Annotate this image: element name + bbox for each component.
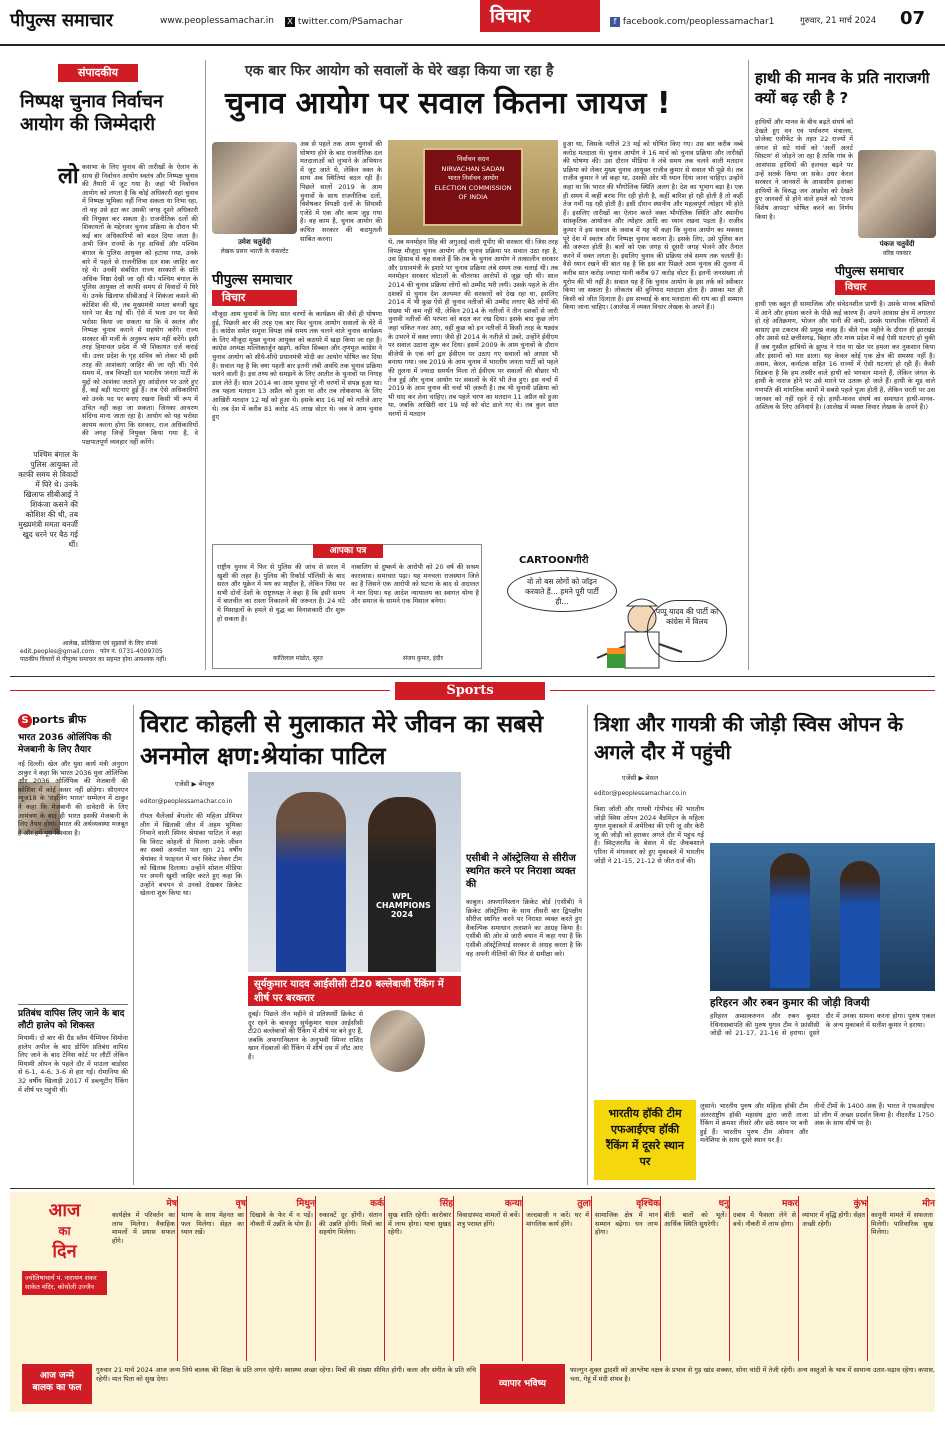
facebook-link[interactable]: f facebook.com/peoplessamachar1: [610, 17, 774, 27]
suryakumar-photo: [370, 1010, 425, 1072]
business-label: व्यापार भविष्य: [480, 1364, 565, 1404]
sky-headline: सूर्यकुमार यादव आईसीसी टी20 बल्लेबाजी रैंकिंग में शीर्ष पर बरकरार: [248, 976, 461, 1006]
player-gayatri-figure: [840, 861, 880, 988]
zodiac-aquarius: कुंभ व्यापार में वृद्धि होगी। सेहत अच्छी रहेगी।: [800, 1196, 868, 1361]
section-label: विचार: [480, 0, 600, 32]
sports-banner: Sports: [395, 682, 545, 700]
kohli-email[interactable]: editor@peoplessamachar.co.in: [140, 798, 233, 805]
letter-1: राष्ट्रीय चुनाव में फिर से पुलिस की जांच से सरल में खुशी की लहर है। पुलिस की रिकॉर्ड पॉलिसी के बाद सरल और यूक्रेन में भय का माहौल है, लेकिन जिस पर सभी दोनों देशों के राष्ट्राध्यक्ष ने कहा है कि इसी समय में बातचीत का रास्ता निकालने की जरूरत है। 24 घंटे में मिसाइलों के हमले से युद्ध का विनाशकारी दौर शुरू हो सकता है।: [217, 563, 345, 623]
zodiac-capricorn: मकर दबाव में फैसला लेने से बचें। नौकरी में लाभ होगा।: [731, 1196, 799, 1361]
business-text: फाल्गुन शुक्ल द्वादशी को आश्लेषा नक्षत्र के प्रभाव से गुड़ खांड शक्कर, सोना चांदी में तेजी रहेगी। अन्य वस्तुओं के भाव में सामान्य उतार-चढ़ाव रहेगा। कपास, चना, गेहूं में मंदी संभव है।: [570, 1366, 935, 1383]
kohli-shreyanka-photo: [248, 772, 461, 972]
letter-2-sign: संजय कुमार, इंदौर: [403, 655, 444, 662]
editorial-pull-quote: पश्चिम बंगाल के पुलिस आयुक्त तो काफी समय से विवादों में घिरे थे। उनके खिलाफ सीबीआई ने शिकंजा कसने की कोशिश की थी, तब मुख्यमंत्री ममता बनर्जी खुद धरने पर बैठ गई थीं।: [18, 450, 78, 549]
astrologer-credit: ज्योतिषाचार्य पं. नारायण शंकर साकेत मंदिर, कोचोली उज्जैन: [22, 1271, 107, 1295]
lead-col3: हुआ था, जिसके नतीजे 23 मई को घोषित किए गए। उस बार करीब नब्बे करोड़ मतदाता थे। चुनाव आयोग ने 16 मार्च को चुनाव प्रक्रिया और तारीखों की घोषणा की। उस दौरान मीडिया ने लंबे समय तक चलने वाली मतदान प्रक्रिया को लेकर मुख्य चुनाव आयुक्त राजीव कुमार से सवाल भी पूछे थे। तब राजीव कुमार ने जो कहा था, उसकी ओर भी ध्यान दिया जाना चाहिए। उन्होंने कहा था कि भारत की भौगोलिक स्थिति अलग है। देश का भूभाग बड़ा है। एक ही समय में कहीं बरफ गिर रही होती है, कहीं बारिश हो रही होती है तो कहीं तेज गर्मी पड़ रही होती है। इसी दौरान स्थानीय और महत्वपूर्ण त्योहार भी होते हैं। इसलिए तारीखों का ऐलान करते वक्त भौगोलिक स्थिति और स्थानीय सांस्कृतिक आयोजन और त्योहार आदि का ध्यान रखना पड़ता है। राजीव कुमार ने इस सवाल के जवाब में यह भी कहा कि चुनाव आयोग का मकसद पूरे देश में स्वतंत्र और निष्पक्ष चुनाव कराना है। इसके लिए, उसे पुलिस बल की जरूरत होती है। बलों को एक जगह से दूसरी जगह भेजने और तैनात करने में वक्त लगता है। इसलिए चुनाव की प्रक्रिया लंबे समय तक चलती है। वैसे ध्यान रखने की बात यह है कि इस बार पिछले आम चुनाव की तुलना में करीब सात करोड़ ज्यादा यानी करीब 97 करोड़ वोटर हैं। इतनी जनसंख्या तो यूरोप की भी नहीं है। सवाल यह है कि चुनाव आयोग के इस तर्क को स्वीकार किया जा सकता है। लोकतंत्र की बुनियाद मतदाता होता है। उसका मत ही किसी को जीत दिलाता है। इस सच्चाई के बाद मतदाता की राय का ही सम्मान किया जाना चाहिए। (आलेख में व्यक्त विचार लेखक के अपने हैं।): [563, 140, 743, 312]
zodiac-sagittarius: धनु बीती बातों को भूलें। आर्थिक स्थिति सुधरेगी।: [662, 1196, 730, 1361]
letters-title: आपका पत्र: [313, 544, 383, 558]
editorial-footer: आलेख, प्रतिक्रिया एवं सुझावों के लिए संपर्क edit.peoples@gmail.com फोन नं. 0731-4009705 पाठकीय विचारों से पीपुल्स समाचार का सहमत होना आवश्यक नहीं।: [20, 640, 167, 663]
zodiac-taurus: वृष भाग्य के साथ मेहनत का फल मिलेगा। सेहत का ध्यान रखें।: [179, 1196, 247, 1361]
elephant-col2: हाथी एक बहुत ही सामाजिक और संवेदनशील प्राणी है। उसके मानव बस्तियों में आने और हमला करने के पीछे कई कारण हैं। अपने आवास क्षेत्र में लगातार हो रहे अतिक्रमण, भोजन और पानी की कमी, उसके पारंपरिक गलियारों में बाधाएं इस टकराव की प्रमुख वजह हैं। बीते एक महीने के दौरान ही झारखंड और उससे सटे छत्तीसगढ़, बिहार और मध्य प्रदेश में कई ऐसी घटनाएं हो चुकी हैं जब गुस्सैल हाथियों के झुण्ड ने गांव या खेत पर हमला कर नुकसान किया और इंसानों को मार डाला। यह केवल कोई एक क्षेत्र की समस्या नहीं है। असम, केरल, कर्नाटक सहित 16 राज्यों में ऐसी घटनाएं हो रही हैं। कैसी विडंबना है कि हम तस्वीर वाले हाथी को भगवान मानते हैं, लेकिन जंगल के हाथी के नाराज होने पर उसे मारने पर उतारू हो जाते हैं। हाथी के मूड वाले गणपति की मांगलिक कामों में सबसे पहले पूजा होती है, लेकिन धरती पर उस जानवर को नहीं रहने दे रहे। हाथी-मानव संघर्ष का समाधान हाथी-मानव-अस्तित्व के लिए अनिवार्य है। (आलेख में व्यक्त विचार लेखक के अपने हैं।): [755, 300, 935, 412]
vichar-mini-tag: विचार: [212, 290, 297, 306]
cartoon-panel: [487, 548, 742, 670]
elephant-col1: हाथियों और मानव के बीच बढ़ते संघर्ष को देखते हुए वन एवं पर्यावरण मंत्रालय, प्रोजेक्ट एलीफेंट के तहत 22 राज्यों में जंगल से सटे गांवों को 'अर्ली अलर्ट सिस्टम' से जोड़ने जा रहा है ताकि गांव के आसपास हाथियों की हलचल बढ़ने पर उन्हें सतर्क किया जा सके। उधर केरल सरकार ने जानवरों के आवासीय इलाका हाथियों के विरुद्ध जन आक्रोश को देखते हुए जानवरों से होने वाले हमले को 'राज्य विशेष आपदा' घोषित करने का निर्णय किया है।: [755, 118, 853, 221]
sports-brief-s-icon: S: [18, 714, 32, 728]
zodiac-gemini: मिथुन दिखावे के फेर में न पड़ें। नौकरी में उन्नति के योग हैं।: [248, 1196, 316, 1361]
brief1-title: भारत 2036 ओलिंपिक की मेजबानी के लिए तैयार: [18, 733, 112, 755]
zodiac-libra: तुला जल्दबाजी न करें। घर में मांगलिक कार्य होंगे।: [524, 1196, 592, 1361]
cartoon-bubble-1: वो तो बस लोगों को जॉइन करवाते हैं... हमने पूरी पार्टी ही...: [507, 570, 617, 612]
badminton-body: त्रिशा जॉली और गायत्री गोपीचंद की भारतीय जोड़ी स्विस ओपन 2024 बैडमिंटन के महिला युगल मुकाबले में अमेरिका की एनी जू और केरी जू की जोड़ी को हराकर अगले दौर में पहुंच गई है। स्विट्जरलैंड के बेसल में सेंट जैकबशाले एरिना में मंगलवार को हुए मुकाबले में भारतीय जोड़ी ने 21-15, 21-12 से जीत दर्ज की।: [594, 805, 704, 865]
cartoon-title: CARTOONगीरी: [519, 555, 589, 566]
letter-2: नाबालिग से दुष्कर्म के आरोपी को 20 वर्ष की सश्रम कारावास। समाचार पढ़ा। यह मनचला राजस्थान जिले का है जिसने एक आरोपी को घटना के बाद से अदालत ने मार दिया। यह आदेश न्यायालय का स्वागत योग्य है और समाज के सामने एक मिसाल बनेगा।: [351, 563, 479, 606]
page-number: 07: [900, 8, 926, 29]
zodiac-pisces: मीन कानूनी मामले में सफलता मिलेगी। पारिवारिक सुख मिलेगा।: [871, 1199, 935, 1237]
harihan-title: हरिहरन और रुबन कुमार की जोड़ी विजयी: [710, 997, 870, 1009]
badminton-headline: त्रिशा और गायत्री की जोड़ी स्विस ओपन के अगले दौर में पहुंची: [594, 712, 903, 764]
letters-box: [212, 544, 482, 669]
born-text: गुरुवार 21 मार्च 2024 आज जन्म लिये बालक की शिक्षा के प्रति लगन रहेगी। स्वास्थ्य अच्छा रहेगा। मित्रों की संख्या सीमित होगी। कला और संगीत के प्रति रुचि रहेगी। मात पिता को सुख देगा।: [96, 1366, 476, 1383]
brief2-body: मियामी। दो बार की ग्रैंड स्लैम चैम्पियन सिमोना हालेप अपील के बाद डोपिंग प्रतिबंध वापिस लिए जाने के बाद टेनिस कोर्ट पर लौटीं लेकिन मियामी ओपन के पहले दौर में पाउला बाडोसा से 6-1, 4-6, 3-6 से हार गई। रोमानिया की 32 वर्षीय खिलाड़ी 2017 में डब्ल्यूटीए रैंकिंग में शीर्ष पर पहुंची थीं।: [18, 1034, 128, 1094]
brief1-body: नई दिल्ली। खेल और युवा कार्य मंत्री अनुराग ठाकुर ने कहा कि भारत 2036 युवा ओलिंपिक और 2036 ओलिंपिक की मेजबानी की कोशिश में कोई कसर नहीं छोड़ेगा। सीएनएन न्यूज18 के 'राइजिंग भारत' सम्मेलन में ठाकुर ने कहा कि मेजबानी की दावेदारी के लिए आमंत्रण के बाद ही भारत इसकी मेजबानी के लिए तैयार होगा। भारत की अर्थव्यवस्था मजबूत है और हमें पूरा विश्वास है।: [18, 760, 128, 837]
editorial-label: संपादकीय: [58, 64, 138, 82]
afg-headline: एसीबी ने ऑस्ट्रेलिया से सीरीज स्थगित करने पर निराशा व्यक्त की: [466, 853, 576, 890]
author-name: उमेश चतुर्वेदी: [237, 238, 272, 246]
badminton-email[interactable]: editor@peoplessamachar.co.in: [594, 790, 687, 797]
election-commission-board: निर्वाचन सदन NIRVACHAN SADAN भारत निर्वाचन आयोग ELECTION COMMISSION OF INDIA: [423, 148, 523, 226]
editorial-drop-cap: लो: [58, 164, 79, 189]
cartoon-bubble-2: पप्पू यादव की पार्टी का कांग्रेस में विलय: [647, 600, 727, 662]
lead-col1b: मौजूदा आम चुनावों के लिए सात चरणों के कार्यक्रम की जैसे ही घोषणा हुई, पिछली बार की तरह एक बार फिर चुनाव आयोग सवालों के घेरे में है। कांग्रेस समेत समूचा विपक्ष लंबे समय तक चलने वाले चुनाव कार्यक्रम के लिए मौजूदा मुख्य चुनाव आयुक्त को कठघरे में खड़ा किया जा रहा है। कांग्रेस अध्यक्ष मल्लिकार्जुन खड़गे, कपिल सिब्बल और तृणमूल कांग्रेस ने चुनाव आयोग को सीधे-सीधे प्रधानमंत्री मोदी का आयोग घोषित कर दिया है। सवाल यह है कि क्या पहली बार इतनी लंबी अवधि तक चुनाव प्रक्रिया चलने वाली है। इस तथ्य को समझने के लिए आतीत के चुनावों पर निगाह डाल लेते हैं। साल 2014 का आम चुनाव पूरे नौ चरणों में संपन्न हुआ था। तब पहला मतदान 13 अप्रैल को हुआ था और तब लोकसभा के लिए आखिरी मतदान 12 मई को हुआ थे। इसके बाद 16 मई को नतीजे आए थे। तब देश में करीब 81 करोड़ 45 लाख वोटर थे। जब वे आम चुनाव हुए: [212, 310, 382, 422]
zodiac-cancer: कर्क रुकावटें दूर होंगी। संतान की उन्नति होगी। मित्रों का सहयोग मिलेगा।: [317, 1196, 385, 1361]
badminton-photo: [710, 843, 935, 991]
zodiac-grid: [110, 1196, 935, 1361]
masthead-logo: पीपुल्स समाचार: [10, 10, 113, 31]
sky-body: दुबई। पिछले तीन महीने से प्रतिस्पर्धी क्रिकेट से दूर रहने के बावजूद सूर्यकुमार यादव आईसीसी टी20 बल्लेबाजों की रैंकिंग में शीर्ष पर बने हुए हैं, जबकि अफगानिस्तान के अनुभवी स्पिनर राशिद खान गेंदबाजों की रैंकिंग में शीर्ष दस में लौट आए हैं।: [248, 1010, 363, 1061]
election-commission-photo: [388, 140, 558, 235]
vichar-mini-logo: पीपुल्स समाचार: [212, 272, 293, 288]
elephant-headline: हाथी की मानव के प्रति नाराजगी क्यों बढ़ रही है ?: [755, 69, 930, 107]
kohli-byline: एजेंसी ▶ बेंगलुरु: [175, 780, 215, 788]
zodiac-aries: मेष कार्यक्षेत्र में परिवर्तन का लाभ मिलेगा। वैवाहिक मामलों में प्रयास सफल होंगे।: [110, 1196, 178, 1361]
letter-1-sign: कांतिलाल मांडोत, सूरत: [273, 655, 323, 662]
editorial-title: निष्पक्ष चुनाव निर्वाचन आयोग की जिम्मेदारी: [20, 91, 163, 135]
lead-kicker: एक बार फिर आयोग को सवालों के घेरे खड़ा किया जा रहा है: [245, 63, 554, 79]
photo-jersey-text: WPL CHAMPIONS 2024: [376, 892, 431, 919]
lead-headline: चुनाव आयोग पर सवाल कितना जायज !: [225, 86, 671, 121]
shreyanka-figure: [368, 797, 436, 972]
hockey-body-2: तीनों टीमों के 1400 अंक हैं। भारत ने एफआईएच प्रो लीग में अच्छा प्रदर्शन किया है। नीदरलैंड 1750 अंक के साथ शीर्ष पर है।: [814, 1102, 934, 1128]
zodiac-virgo: कन्या विवादास्पद मामलों से बचें। शत्रु परास्त होंगे।: [455, 1196, 523, 1361]
vichar-mini-tag-2: विचार: [835, 280, 935, 295]
footer-phone: फोन नं. 0731-4009705: [100, 648, 163, 655]
kohli-figure: [276, 792, 346, 972]
twitter-link[interactable]: X twitter.com/PSamachar: [285, 17, 403, 27]
author-photo-pankaj: [858, 150, 936, 238]
author-desc: लेखक प्रसार भारती के कंसल्टेंट: [220, 248, 289, 255]
zodiac-leo: सिंह सुख शांति रहेगी। कारोबार में लाभ होगा। यात्रा सुखद रहेगी।: [386, 1196, 454, 1361]
hockey-body: लुसाने। भारतीय पुरुष और महिला हॉकी टीम अंतरराष्ट्रीय हॉकी महासंघ द्वारा जारी ताजा रैंकिंग में क्रमशः तीसरे और छठे स्थान पर बनी हुई हैं। भारतीय पुरुष टीम ओमान और मलेशिया के साथ दूसरे स्थान पर है।: [700, 1102, 808, 1145]
player-trisha-figure: [770, 853, 810, 988]
lead-col1: अब से पहले तक आम चुनावों की घोषणा होने के बाद राजनीतिक दल मतदाताओं को लुभाने के अभियान में जुट जाते थे, लेकिन वक्त के साथ अब स्थितियां बदल रही हैं। पिछले सालों 2019 के आम चुनावों के साथ राजनीतिक दलों, विशेषकर विपक्षी दलों के सियासी एजेंडे में एक और काम जुड़ गया है। वह काम है, चुनाव आयोग की कथित सरकार की कठपुतली साबित करना।: [300, 140, 382, 243]
zodiac-scorpio: वृश्चिक सामाजिक क्षेत्र में मान सम्मान बढ़ेगा। धन लाभ होगा।: [593, 1196, 661, 1361]
born-label: आज जन्मे बालक का फल: [22, 1364, 92, 1404]
issue-date: गुरुवार, 21 मार्च 2024: [800, 16, 877, 26]
x-icon: X: [285, 17, 295, 27]
elephant-author-name: पंकज चतुर्वेदी: [879, 240, 915, 248]
kohli-headline: विराट कोहली से मुलाकात मेरे जीवन का सबसे अनमोल क्षण:श्रेयांका पाटिल: [140, 710, 544, 770]
sports-brief-label: S ports ब्रीफ: [18, 712, 86, 728]
editorial-body: कसभा के लिए चुनाव की तारीखों के ऐलान के साथ ही निर्वाचन आयोग स्वतंत्र और निष्पक्ष चुनाव की तैयारी में जुट गया है। जहां भी निर्वाचन आयोग को लगता है कि कोई अधिकारी वहां चुनाव में निष्पक्ष भूमिका नहीं निभा सकता या निभा रहा, तो वह उसे हटा कर उसकी जगह दूसरे अधिकारी की नियुक्त कर सकता है। राजनीतिक दलों की शिकायतों के मद्देनजर चुनाव प्रक्रिया के दौरान भी कई बार अधिकारियों को बदल दिया जाता है। अभी जिन राज्यों के गृह सचिवों और पश्चिम बंगाल के पुलिस आयुक्त को हटाया गया, उनके बारे में पहले से राजनीतिक दल शक जाहिर कर रहे थे। उनकी संबंधित राज्य सरकारों के प्रति अधिक निष्ठा देखी जा रही थी। पश्चिम बंगाल के पुलिस आयुक्त तो काफी समय से विवादों में घिरे थे। उनके खिलाफ सीबीआई ने शिकंजा कसने की कोशिश की थी, तब मुख्यमंत्री ममता बनर्जी खुद धरने पर बैठ गई थीं। ऐसे में भला उन पर कैसे भरोसा किया जा सकता था कि वे स्वतंत्र और निष्पक्ष चुनाव कराने में सहयोग करेंगे। राज्य सरकार की मर्जी के अनुरूप काम नहीं करेंगे। इसी तरह हिमाचल प्रदेश में भी शिकायत दर्ज कराई थी। उत्तर प्रदेश के गृह सचिव को लेकर भी इसी तरह की आशंकाएं जाहिर की जा रही थीं। ऐसे समय में, जब विपक्षी दल भारतीय जनता पार्टी के मुद्दों को आशंका जताते हुए आंदोलन पर उतरे हुए हैं, कई बड़ी घटनाएं हुई हैं। तब ऐसे अधिकारियों को उनके पद पर बनाए रखना किसी भी रूप में उचित नहीं कहा जा सकता। जिनका आचरण संदिग्ध माना जाता रहा है। आयोग को यह भरोसा कायम करना होगा कि सरकार, राज अधिकारियों की जगह जिन्हें नियुक्त किया गया है, वे पक्षपातपूर्ण व्यवहार नहीं करेंगे।: [82, 163, 198, 446]
harihan-body: हरिहरन अम्साकरुनन और रुबन कुमार रेथिनासबापति की पुरुष युगल टीम ने फ्रांसीसी जोड़ी को 21-17, 21-16 से हराया। दूसरे दौर में उनका सामना करना होगा। पुरुष एकल के अन्य मुकाबले में सतीश कुमार ने हराया।: [710, 1012, 935, 1038]
hockey-box: भारतीय हॉकी टीम एफआईएच हॉकी रैंकिंग में दूसरे स्थान पर: [594, 1100, 696, 1180]
elephant-author-desc: वरिष्ठ पत्रकार: [882, 250, 912, 257]
author-photo-umesh: [212, 142, 297, 234]
kohli-body: रॉयल चैलेंजर्स बेंगलोर की महिला प्रीमियर लीग में खिताबी जीत में अहम भूमिका निभाने वाली स्पिनर श्रेयांका पाटिल ने कहा कि विराट कोहली से मिलना उनके जीवन का सबसे अनमोल पल रहा। 21 वर्षीय श्रेयांका ने फाइनल में चार विकेट लेकर टीम को खिताब दिलाया। उन्होंने सोशल मीडिया पर अपनी खुशी जाहिर करते हुए कहा कि उन्होंने बचपन से उनको देखकर क्रिकेट खेलना शुरू किया था।: [140, 812, 242, 898]
website-link[interactable]: www.peoplessamachar.in: [160, 16, 274, 26]
lead-col2: थे, तब मनमोहन सिंह की अगुआई वाली यूपीए की सरकार थी। जिस तरह विपक्ष मौजूदा चुनाव आयोग और चुनाव प्रक्रिया पर सवाल उठा रहा है, उस हिसाब से कह सकते हैं कि तब के चुनाव आयोग ने तत्कालीन सरकार और प्रधानमंत्री के इशारे पर चुनाव प्रक्रिया लंबे समय तक चलाई थी। तब मनमोहन सरकार घोटालों के चौतरफा आरोपों से जूझ रही थी। साल 2014 की चुनाव प्रक्रिया लोगों को उम्मीद भरी लगी। उसके पहले के तीन दशकों से चुनाव देश अल्पमत की सरकारों को देख रहा था, इसलिए 2014 में भी कुछ ऐसे ही चुनाव नतीजों की उम्मीद लगाए बैठे लोगों की संख्या भी कम नहीं थी, लेकिन 2014 के नतीजों ने तीन दशकों से जारी चुनावी नतीजों की परंपरा को बदल कर रख दिया। इसके बाद कुछ लोग जहां चकित नजर आए, वहीं कुछ को इन नतीजों में किसी तरह के षड्यंत्र के उभरने में वक्त लगा। जैसे ही 2014 के नतीजे से उबरे, उन्होंने ईवीएम पर सवाल उठाना शुरू कर दिया। इसमें 2009 के आम चुनावों के दौरान बीजेपी के एक वर्ग द्वार ईवीएम पर उठाए गए सवालों को आधार भी बनाया गया। जब 2019 के आम चुनाव में भारतीय जनता पार्टी को पहले की तुलना में ज्यादा समर्थन मिला तो ईवीएम पर सवालों की बौछार भी तेज हुई और चुनाव आयोग पर सवालों के घेरे भी तेज हुए। इस चर्चा में 2019 के आम चुनाव की चर्चा भी ज़रूरी है। तब भी चुनावी प्रक्रिया को भी याद कर लेना चाहिए। तब पहले चरण का मतदान 11 अप्रैल को हुआ था, जबकि आखिरी वार 19 मई को वोट डाले गए थे। तब कुल सात चरणों में मतदान: [388, 238, 558, 418]
badminton-byline: एजेंसी ▶ बेसल: [622, 774, 659, 782]
footer-email[interactable]: edit.peoples@gmail.com: [20, 648, 95, 655]
afg-body: काबुल। अफगानिस्तान क्रिकेट बोर्ड (एसीबी) ने क्रिकेट ऑस्ट्रेलिया के साथ तीसरी बार द्विपक्षीय सीरीज स्थगित करने पर निराशा व्यक्त करते हुए वैकल्पिक समाधान तलाशने का आग्रह किया है। एसीबी की ओर से जारी बयान में कहा गया है कि एसीबी ऑस्ट्रेलियाई सरकार से आग्रह करता है कि वह अपनी नीतियों की फिर से समीक्षा करे।: [466, 898, 582, 958]
facebook-icon: f: [610, 17, 620, 27]
brief2-title: प्रतिबंध वापिस लिए जाने के बाद लौटी हालेप को शिकस्त: [18, 1009, 125, 1031]
masthead: [0, 0, 945, 46]
vichar-mini-logo-2: पीपुल्स समाचार: [835, 264, 904, 278]
horoscope-title-box: आज का दिन ज्योतिषाचार्य पं. नारायण शंकर साकेत मंदिर, कोचोली उज्जैन: [22, 1198, 107, 1358]
